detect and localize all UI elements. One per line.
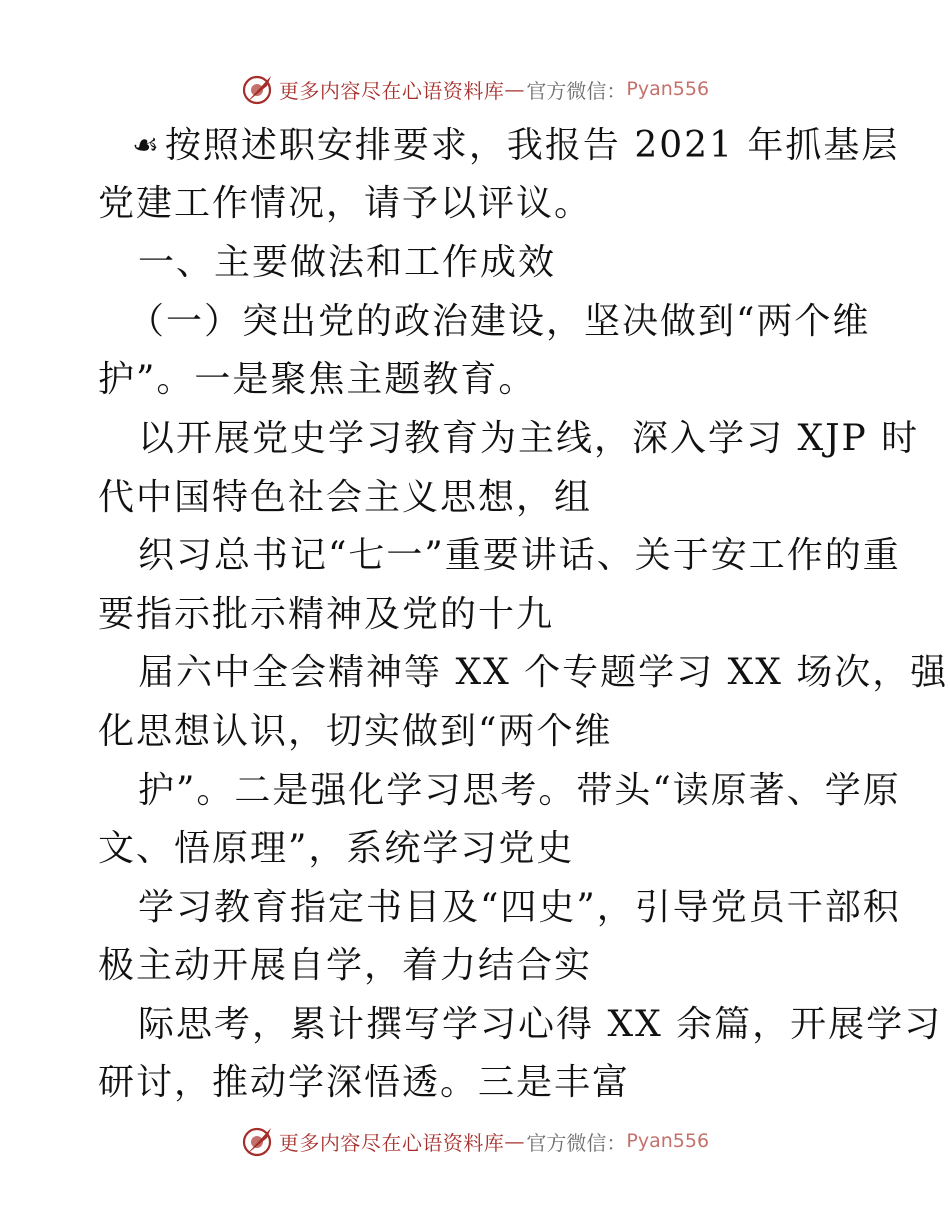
body-line-10: 届六中全会精神等 XX 个专题学习 XX 场次，强 — [138, 652, 949, 693]
body-line-9: 要指示批示精神及党的十九 — [98, 594, 555, 635]
ornament-icon: ☙ — [132, 128, 161, 163]
banner-dash: — — [504, 1129, 525, 1153]
body-line-5: 护”。一是聚焦主题教育。 — [98, 359, 537, 400]
body-line-17: 研讨，推动学深悟透。三是丰富 — [98, 1062, 631, 1103]
banner-dash: — — [504, 77, 525, 101]
body-line-16: 际思考，累计撰写学习心得 XX 余篇，开展学习 — [138, 1004, 943, 1045]
banner-official-label: 官方微信： — [526, 1130, 627, 1155]
subsection-heading: （一）突出党的政治建设，坚决做到“两个维 — [128, 301, 871, 342]
banner-official-label: 官方微信： — [526, 78, 627, 103]
body-line-6: 以开展党史学习教育为主线，深入学习 XJP 时 — [138, 418, 920, 459]
banner-main-text: 更多内容尽在心语资料库 — [278, 78, 505, 103]
body-line-11: 化思想认识，切实做到“两个维 — [98, 711, 613, 752]
banner-wechat-id: Pyan556 — [626, 78, 710, 100]
body-line-1: ☙ 按照述职安排要求，我报告 2021 年抓基层 — [132, 122, 899, 170]
body-line-8: 织习总书记“七一”重要讲话、关于安工作的重 — [138, 535, 901, 576]
banner-wechat-id: Pyan556 — [626, 1130, 710, 1152]
banner-main-text: 更多内容尽在心语资料库 — [278, 1130, 505, 1155]
body-line-12: 护”。二是强化学习思考。带头“读原著、学原 — [138, 770, 901, 811]
body-line-15: 极主动开展自学，着力结合实 — [98, 945, 593, 986]
section-heading: 一、主要做法和工作成效 — [138, 242, 557, 283]
body-line-2: 党建工作情况，请予以评议。 — [98, 183, 593, 224]
body-line-13: 文、悟原理”，系统学习党史 — [98, 828, 575, 869]
body-line-14: 学习教育指定书目及“四史”，引导党员干部积 — [138, 887, 901, 928]
quill-logo-icon — [241, 1124, 275, 1158]
footer-banner[interactable] — [0, 1124, 950, 1158]
body-line-7: 代中国特色社会主义思想，组 — [98, 477, 593, 518]
